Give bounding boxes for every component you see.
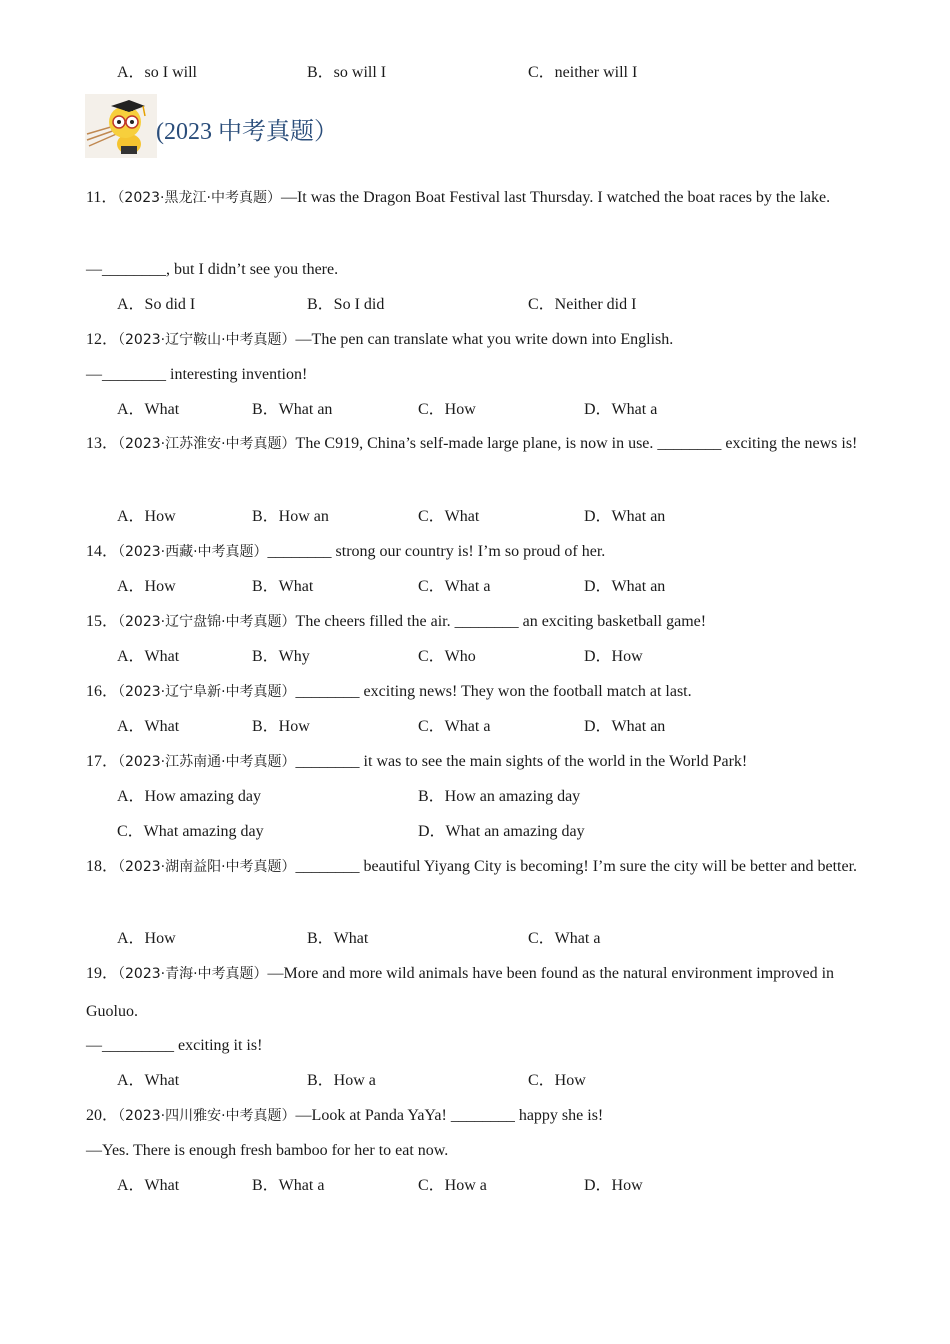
q16-option-d: D．What an — [584, 718, 666, 735]
q16-option-a: A．What — [117, 718, 180, 735]
q20-option-a: A．What — [117, 1177, 180, 1194]
q15-option-d: D．How — [584, 648, 643, 665]
question-12-reply: —________ interesting invention! — [86, 366, 308, 383]
question-15 — [86, 612, 706, 632]
prev-option-b: B．so will I — [307, 64, 387, 81]
question-17 — [86, 752, 747, 772]
question-source: （2023·湖南益阳·中考真题） — [118, 859, 296, 875]
question-source: （2023·西藏·中考真题） — [118, 544, 268, 560]
question-source: （2023·辽宁鞍山·中考真题） — [118, 332, 296, 348]
q20-option-d: D．How — [584, 1177, 643, 1194]
question-text: ________ strong our country is! I’m so proud of her. — [267, 543, 606, 560]
q20-option-c: C．How a — [418, 1177, 487, 1194]
q19-option-a: A．What — [117, 1072, 180, 1089]
question-number: 16． — [86, 683, 119, 700]
question-number: 14． — [86, 543, 119, 560]
question-13 — [86, 425, 866, 463]
section-title: (2023 中考真题） — [156, 119, 338, 145]
q20-option-b: B．What a — [252, 1177, 325, 1194]
question-text: —Look at Panda YaYa! ________ happy she is! — [295, 1107, 604, 1124]
q14-option-d: D．What an — [584, 578, 666, 595]
q14-option-b: B．What — [252, 578, 314, 595]
question-14 — [86, 542, 605, 562]
question-number: 11． — [86, 189, 118, 206]
question-19 — [86, 955, 866, 1030]
question-number: 18． — [86, 858, 119, 875]
question-20-reply: —Yes. There is enough fresh bamboo for her to eat now. — [86, 1142, 449, 1159]
q16-option-c: C．What a — [418, 718, 491, 735]
question-text: ________ beautiful Yiyang City is becoming! I’m sure the city will be better and better. — [295, 858, 858, 875]
q19-option-b: B．How a — [307, 1072, 376, 1089]
q13-option-a: A．How — [117, 508, 176, 525]
question-text: ________ it was to see the main sights of the world in the World Park! — [295, 753, 748, 770]
question-text: The C919, China’s self-made large plane, is now in use. ________ exciting the news is! — [295, 435, 858, 452]
question-18 — [86, 848, 866, 886]
q18-option-a: A．How — [117, 930, 176, 947]
q12-option-c: C．How — [418, 401, 476, 418]
question-number: 20． — [86, 1107, 119, 1124]
question-source: （2023·辽宁阜新·中考真题） — [118, 684, 296, 700]
q17-option-d: D．What an amazing day — [418, 823, 585, 840]
question-19-reply: —_________ exciting it is! — [86, 1037, 263, 1054]
question-12 — [86, 330, 673, 350]
q17-option-c: C．What amazing day — [117, 823, 264, 840]
question-number: 12． — [86, 331, 119, 348]
question-text: ________ exciting news! They won the football match at last. — [295, 683, 692, 700]
q14-option-c: C．What a — [418, 578, 491, 595]
q13-option-b: B．How an — [252, 508, 329, 525]
q15-option-c: C．Who — [418, 648, 476, 665]
q15-option-b: B．Why — [252, 648, 310, 665]
q15-option-a: A．What — [117, 648, 180, 665]
q12-option-d: D．What a — [584, 401, 658, 418]
graduate-mascot-icon — [85, 94, 157, 158]
question-source: （2023·江苏淮安·中考真题） — [118, 436, 296, 452]
question-source: （2023·辽宁盘锦·中考真题） — [118, 614, 296, 630]
q14-option-a: A．How — [117, 578, 176, 595]
q18-option-b: B．What — [307, 930, 369, 947]
q17-option-b: B．How an amazing day — [418, 788, 581, 805]
question-source: （2023·青海·中考真题） — [118, 966, 268, 982]
q11-option-c: C．Neither did I — [528, 296, 637, 313]
q16-option-b: B．How — [252, 718, 310, 735]
q19-option-c: C．How — [528, 1072, 586, 1089]
question-11-reply: —________, but I didn’t see you there. — [86, 261, 339, 278]
q13-option-d: D．What an — [584, 508, 666, 525]
q12-option-a: A．What — [117, 401, 180, 418]
question-number: 13． — [86, 435, 119, 452]
question-text: —The pen can translate what you write down into English. — [295, 331, 674, 348]
q11-option-b: B．So I did — [307, 296, 385, 313]
question-number: 19． — [86, 965, 119, 982]
q12-option-b: B．What an — [252, 401, 333, 418]
question-11 — [86, 179, 866, 217]
q13-option-c: C．What — [418, 508, 480, 525]
q11-option-a: A．So did I — [117, 296, 196, 313]
prev-option-a: A．so I will — [117, 64, 198, 81]
question-text: —More and more wild animals have been found as the natural environment improved in Guoluo. — [86, 965, 835, 1020]
q18-option-c: C．What a — [528, 930, 601, 947]
question-16 — [86, 682, 692, 702]
question-text: The cheers filled the air. ________ an exciting basketball game! — [295, 613, 707, 630]
question-source: （2023·四川雅安·中考真题） — [118, 1108, 296, 1124]
question-source: （2023·江苏南通·中考真题） — [118, 754, 296, 770]
question-source: （2023·黑龙江·中考真题） — [117, 190, 281, 206]
question-text: —It was the Dragon Boat Festival last Thursday. I watched the boat races by the lake. — [280, 189, 831, 206]
q17-option-a: A．How amazing day — [117, 788, 261, 805]
question-20 — [86, 1106, 603, 1126]
question-number: 15． — [86, 613, 119, 630]
question-number: 17． — [86, 753, 119, 770]
prev-option-c: C．neither will I — [528, 64, 638, 81]
